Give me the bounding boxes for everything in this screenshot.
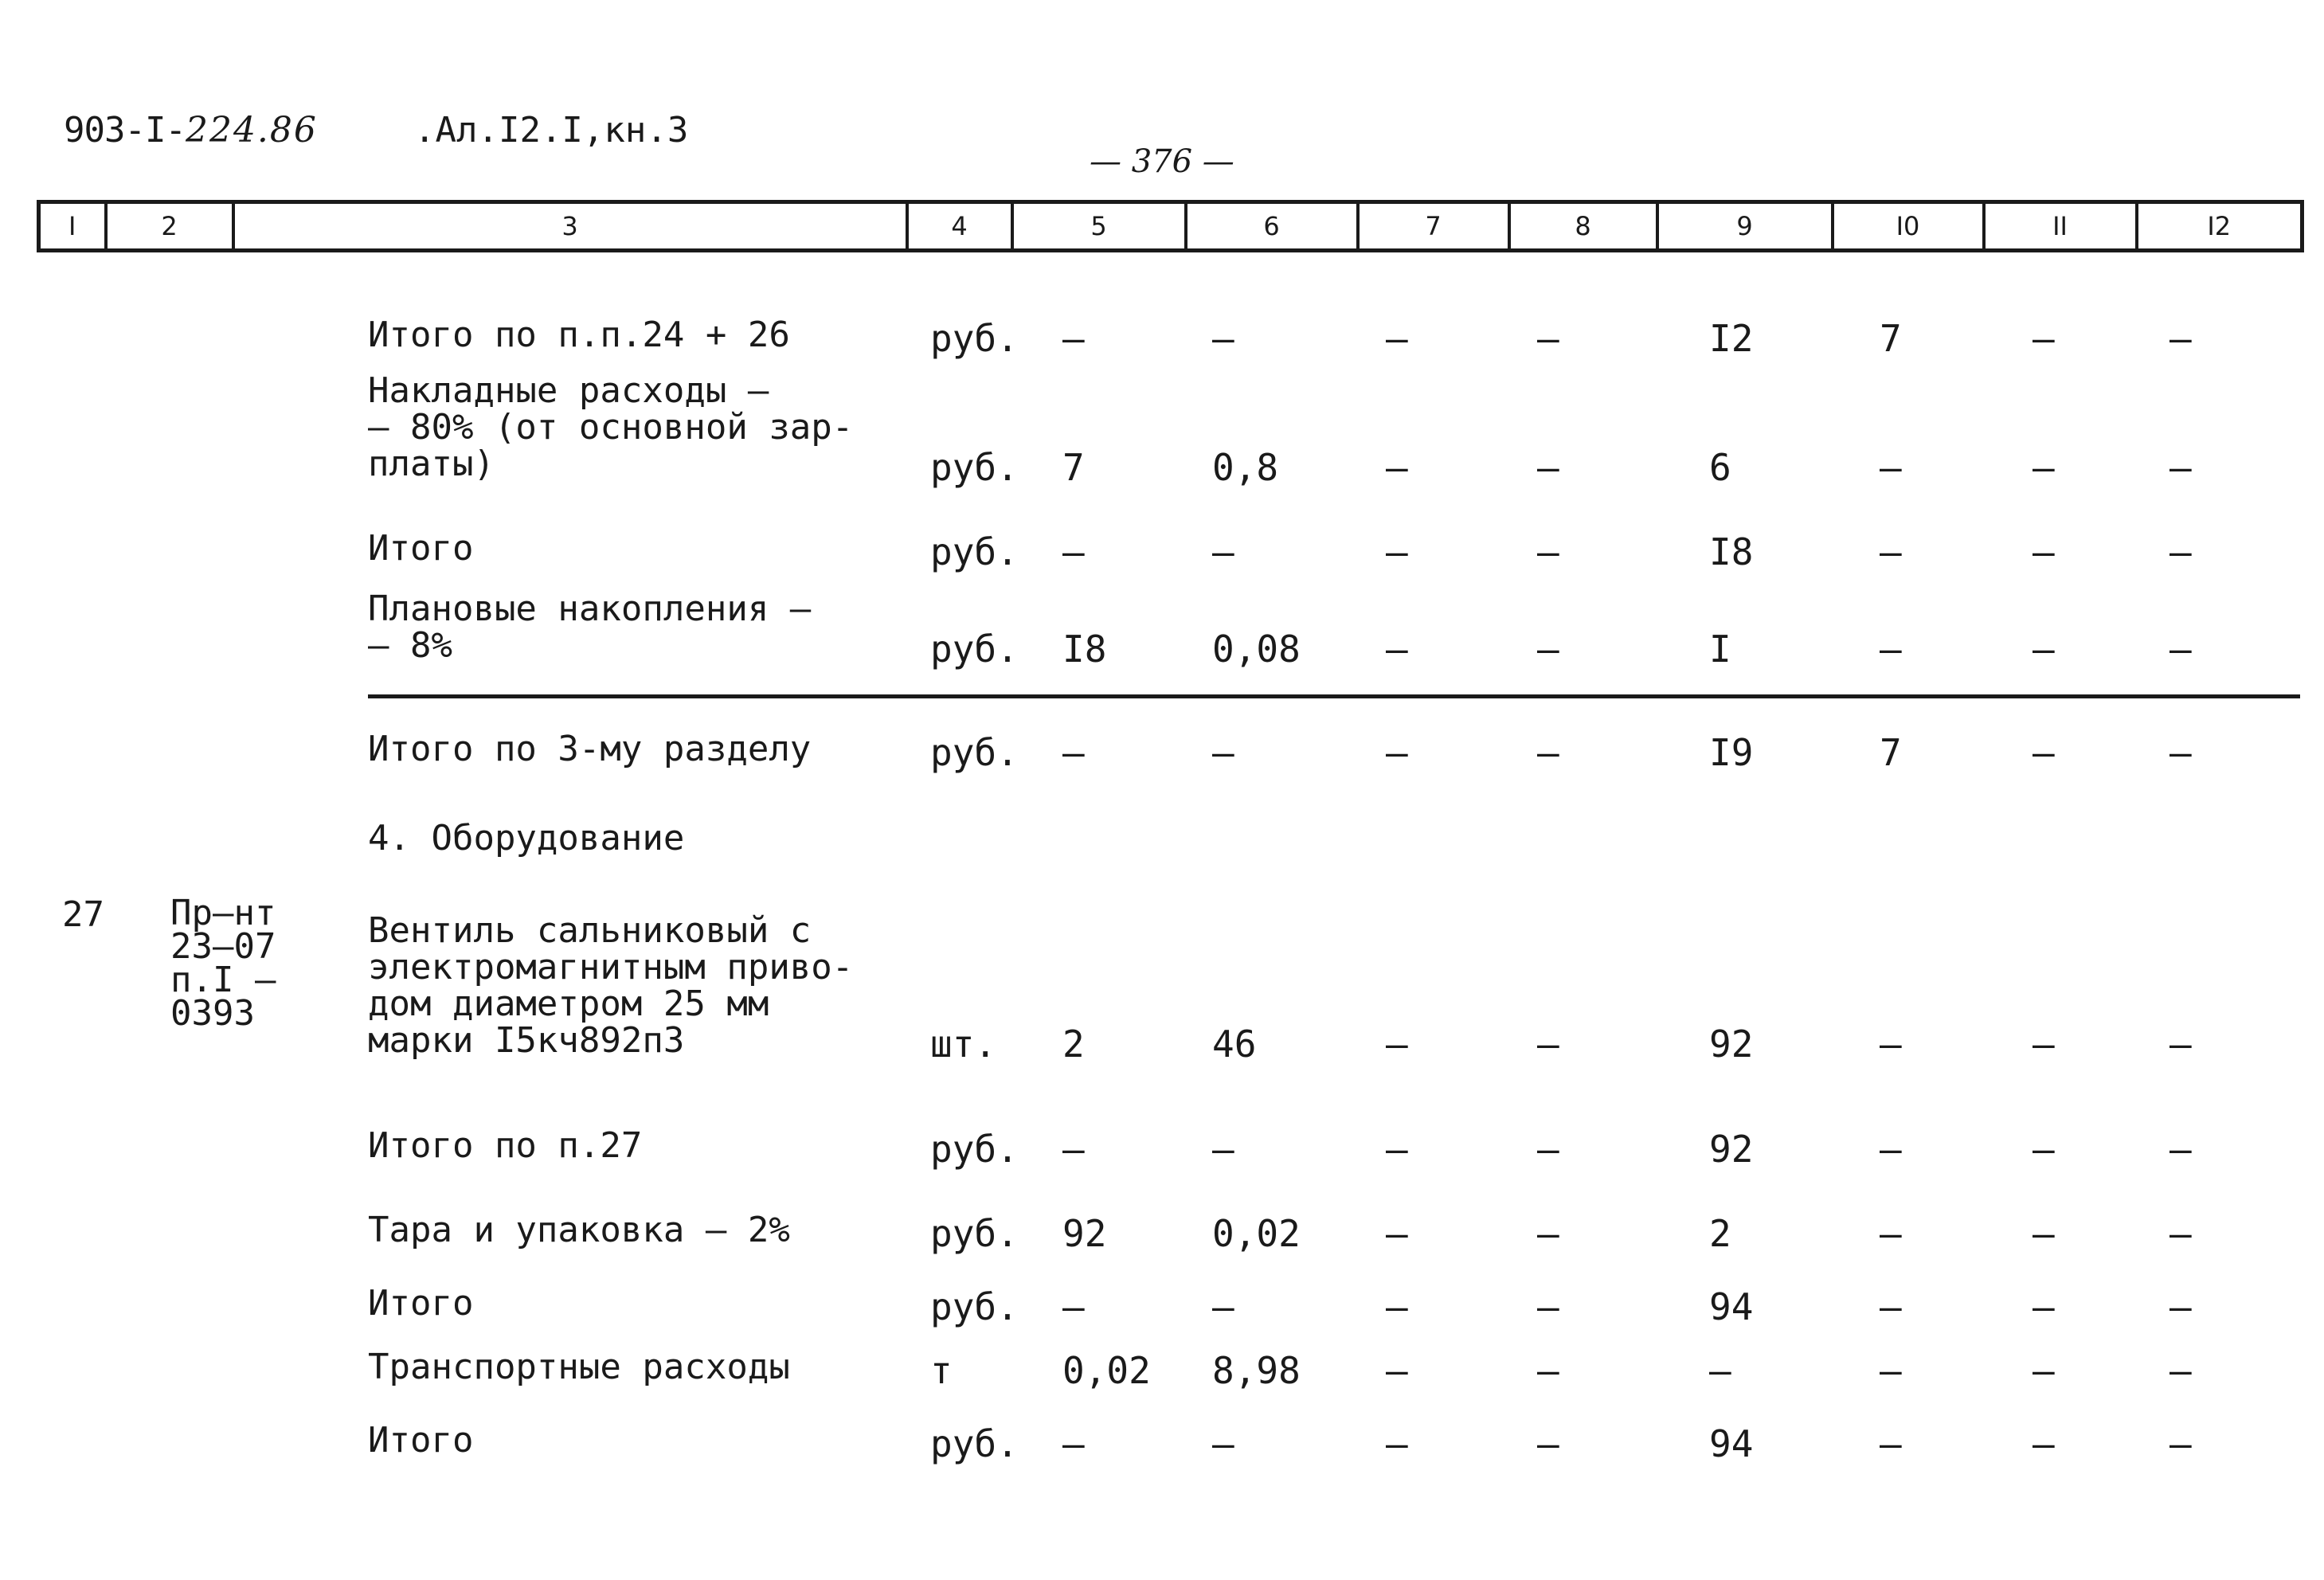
column-number: 9 [1657,202,1833,251]
row-value-c8: – [1537,1349,1559,1392]
row-value-c6: 0,08 [1212,628,1301,671]
row-description: Тара и упаковка – 2% [368,1210,790,1250]
row-value-c8: – [1537,1212,1559,1255]
row-description: Вентиль сальниковый с электромагнитным приво- дом диаметром 25 мм марки I5кч892п3 [368,910,854,1061]
row-value-c9: 92 [1709,1023,1754,1066]
row-value-c11: – [2033,1349,2055,1392]
row-value-c5: – [1062,530,1085,573]
row-value-c8: – [1537,731,1559,774]
row-value-c9: – [1709,1349,1731,1392]
row-value-c8: – [1537,317,1559,360]
row-unit: руб. [930,628,1019,671]
row-value-c8: – [1537,1023,1559,1066]
row-value-c6: 46 [1212,1023,1257,1066]
row-unit: руб. [930,1422,1019,1465]
row-value-c10: 7 [1880,317,1902,360]
row-description: Накладные расходы – – 80% (от основной зар- платы) [368,370,854,484]
row-value-c6: – [1212,317,1234,360]
column-number: II [1984,202,2137,251]
row-description: Итого [368,528,474,569]
row-value-c11: – [2033,530,2055,573]
row-description: Итого [368,1420,474,1461]
column-number: I [39,202,106,251]
row-value-c10: – [1880,1212,1902,1255]
row-value-c7: – [1386,1422,1408,1465]
row-value-c10: – [1880,1349,1902,1392]
row-value-c5: I8 [1062,628,1107,671]
column-number: 4 [907,202,1012,251]
item-code: Пр–нт 23–07 п.I – 0393 [170,893,276,1034]
row-value-c5: – [1062,317,1085,360]
row-value-c12: – [2169,1023,2192,1066]
row-value-c6: 0,02 [1212,1212,1301,1255]
row-value-c5: 92 [1062,1212,1107,1255]
row-unit: руб. [930,1212,1019,1255]
row-value-c9: 92 [1709,1128,1754,1171]
row-value-c6: – [1212,1128,1234,1171]
row-unit: руб. [930,1285,1019,1328]
row-value-c7: – [1386,628,1408,671]
row-value-c8: – [1537,1128,1559,1171]
row-value-c7: – [1386,530,1408,573]
row-value-c11: – [2033,1128,2055,1171]
row-value-c7: – [1386,317,1408,360]
row-description: Итого по п.27 [368,1125,643,1166]
row-value-c12: – [2169,628,2192,671]
row-value-c5: – [1062,1285,1085,1328]
document-code-prefix: 903-I- [64,110,186,151]
row-unit: руб. [930,530,1019,573]
row-value-c11: – [2033,317,2055,360]
row-value-c8: – [1537,446,1559,489]
row-unit: руб. [930,731,1019,774]
page-number: — 376 — [1090,143,1234,180]
row-value-c12: – [2169,1212,2192,1255]
column-number: 3 [233,202,907,251]
column-number: 7 [1358,202,1509,251]
row-value-c10: 7 [1880,731,1902,774]
row-value-c9: I2 [1709,317,1754,360]
row-value-c11: – [2033,731,2055,774]
row-value-c10: – [1880,446,1902,489]
row-description: Итого [368,1283,474,1324]
row-value-c6: – [1212,1422,1234,1465]
row-value-c8: – [1537,1285,1559,1328]
row-value-c7: – [1386,1212,1408,1255]
row-value-c5: 7 [1062,446,1085,489]
row-value-c12: – [2169,317,2192,360]
column-number: 8 [1509,202,1657,251]
row-value-c5: – [1062,1128,1085,1171]
row-value-c11: – [2033,1422,2055,1465]
album-reference: .Ал.I2.I,кн.3 [414,110,689,151]
column-number: 5 [1012,202,1186,251]
row-value-c9: I8 [1709,530,1754,573]
column-number: 6 [1186,202,1358,251]
row-unit: руб. [930,446,1019,489]
column-number: I0 [1833,202,1984,251]
row-value-c11: – [2033,1285,2055,1328]
row-value-c11: – [2033,628,2055,671]
row-value-c6: – [1212,530,1234,573]
row-value-c7: – [1386,1349,1408,1392]
row-value-c8: – [1537,1422,1559,1465]
row-value-c7: – [1386,446,1408,489]
row-description: Итого по 3-му разделу [368,729,812,769]
row-value-c12: – [2169,731,2192,774]
row-value-c9: I [1709,628,1731,671]
row-value-c10: – [1880,1285,1902,1328]
document-code [64,110,318,151]
row-description: Итого по п.п.24 + 26 [368,315,790,355]
row-value-c12: – [2169,446,2192,489]
row-unit: т [930,1349,953,1392]
row-value-c7: – [1386,1128,1408,1171]
row-description: Плановые накопления – – 8% [368,589,812,666]
column-number: 2 [106,202,233,251]
row-description: Транспортные расходы [368,1347,790,1387]
row-value-c9: 6 [1709,446,1731,489]
row-value-c5: 0,02 [1062,1349,1151,1392]
row-value-c6: – [1212,1285,1234,1328]
row-value-c12: – [2169,1128,2192,1171]
row-value-c9: 2 [1709,1212,1731,1255]
item-number: 27 [62,894,104,935]
row-value-c6: 8,98 [1212,1349,1301,1392]
row-value-c11: – [2033,446,2055,489]
row-unit: руб. [930,1128,1019,1171]
row-value-c10: – [1880,628,1902,671]
row-value-c12: – [2169,530,2192,573]
row-value-c10: – [1880,530,1902,573]
row-value-c7: – [1386,731,1408,774]
row-value-c9: 94 [1709,1422,1754,1465]
row-value-c12: – [2169,1285,2192,1328]
section-title: 4. Оборудование [368,818,685,858]
row-value-c5: – [1062,1422,1085,1465]
row-unit: шт. [930,1023,997,1066]
row-unit: руб. [930,317,1019,360]
row-value-c10: – [1880,1023,1902,1066]
row-value-c11: – [2033,1023,2055,1066]
row-value-c6: – [1212,731,1234,774]
row-value-c10: – [1880,1422,1902,1465]
row-value-c11: – [2033,1212,2055,1255]
row-value-c8: – [1537,530,1559,573]
row-value-c6: 0,8 [1212,446,1279,489]
row-value-c5: 2 [1062,1023,1085,1066]
row-value-c12: – [2169,1349,2192,1392]
row-value-c7: – [1386,1023,1408,1066]
row-value-c12: – [2169,1422,2192,1465]
row-value-c5: – [1062,731,1085,774]
row-value-c8: – [1537,628,1559,671]
row-value-c7: – [1386,1285,1408,1328]
column-number: I2 [2137,202,2302,251]
document-code-handwritten: 224.86 [185,110,318,151]
section-separator-line [368,694,2300,698]
column-number-header [37,200,2304,252]
row-value-c10: – [1880,1128,1902,1171]
row-value-c9: 94 [1709,1285,1754,1328]
row-value-c9: I9 [1709,731,1754,774]
